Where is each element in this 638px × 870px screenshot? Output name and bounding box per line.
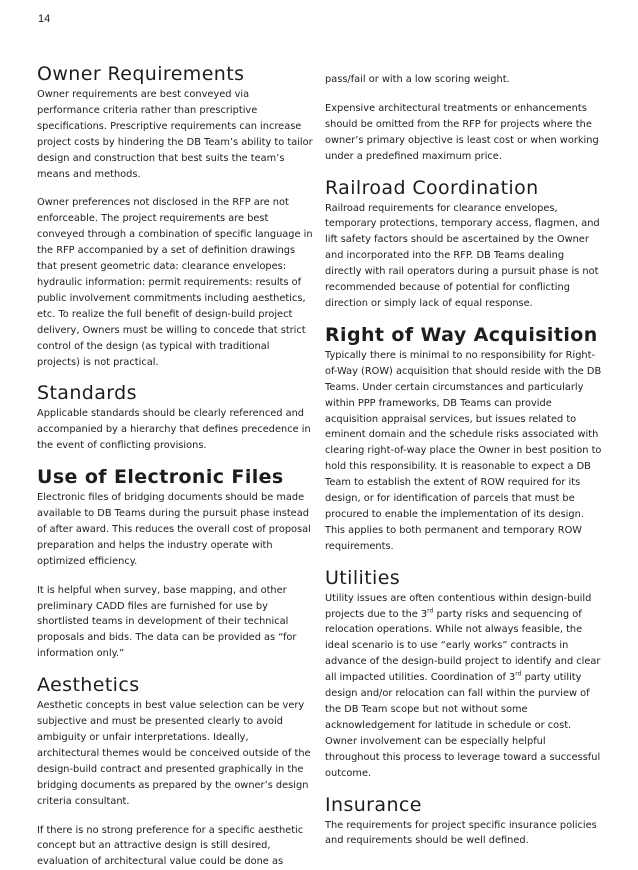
- standards-paragraph: Applicable standards should be clearly referenced and accompanied by a hierarchy that defines precedence in the event of conflicting provisions.: [37, 408, 311, 452]
- utilities-text-b: party risks and sequencing of relocation operations. While not always feasible, the ideal scenario is to use “early works” contracts in advance of the design-build project to identify and clear all impacted utilities. Coordination of 3: [325, 608, 601, 684]
- insurance-heading: Insurance: [325, 793, 422, 816]
- utilities-superscript-1: rd: [427, 607, 434, 615]
- aesthetics-paragraph-3: Expensive architectural treatments or enhancements should be omitted from the RFP for projects where the owner’s primary objective is least cost or when working under a predefined maximum price.: [325, 102, 599, 162]
- electronic-files-heading: Use of Electronic Files: [37, 466, 284, 489]
- standards-heading: Standards: [37, 382, 137, 405]
- owner-requirements-heading: Owner Requirements: [37, 63, 245, 85]
- aesthetics-paragraph-1: Aesthetic concepts in best value selection can be very subjective and must be presented clearly to avoid ambiguity or unfair interpretations. Ideally, architectural themes would be conceived outside of the design-build contract and presented graphically in the bridging documents as prepared by the owner’s design criteria consultant.: [37, 700, 311, 807]
- utilities-text-a: Utility issues are often contentious within design-build projects due to the 3: [325, 592, 592, 620]
- right-column: [325, 72, 602, 849]
- utilities-text-c: party utility design and/or relocation can fall within the purview of the DB Team scope but not without some acknowledgement for latitude in schedule or cost. Owner involvement can be especially helpful throughout this process to leverage toward a successful outcome.: [325, 672, 601, 779]
- owner-requirements-paragraph-2: Owner preferences not disclosed in the RFP are not enforceable. The project requirements are best conveyed through a combination of specific language in the RFP accompanied by a set of definition drawings that present geometric data: clearance envelopes: hydraulic information: permit requirements: results of public involvement commitments including aesthetics, etc. To realize the full benefit of design-build project delivery, Owners must be willing to concede that strict control of the design (as typical with traditional projects) is not practical.: [37, 197, 313, 368]
- electronic-files-paragraph-1: Electronic files of bridging documents should be made available to DB Teams during the pursuit phase instead of after award. This reduces the overall cost of proposal preparation and helps the industry operate with optimized efficiency.: [37, 492, 311, 567]
- page-number: 14: [38, 13, 51, 25]
- owner-requirements-paragraph-1: Owner requirements are best conveyed via performance criteria rather than prescriptive specifications. Prescriptive requirements can increase project costs by hindering the DB Team’s ability to tailor design and construction that best suits the team’s means and methods.: [37, 89, 313, 180]
- aesthetics-continued: pass/fail or with a low scoring weight.: [325, 74, 510, 85]
- utilities-superscript-2: rd: [515, 670, 522, 678]
- left-column: [37, 62, 313, 870]
- utilities-heading: Utilities: [325, 566, 401, 589]
- railroad-heading: Railroad Coordination: [325, 176, 539, 199]
- right-of-way-heading: Right of Way Acquisition: [325, 323, 598, 346]
- aesthetics-paragraph-2: If there is no strong preference for a specific aesthetic concept but an attractive design is still desired, evaluation of architectural value could be done as: [37, 824, 304, 868]
- railroad-paragraph: Railroad requirements for clearance envelopes, temporary protections, temporary access, flagmen, and lift safety factors should be ascertained by the Owner and incorporated into the RFP. DB Teams dealing directly with rail operators during a pursuit phase is not recommended because of potential for conflicting direction or simply lack of equal response.: [325, 202, 600, 309]
- right-of-way-paragraph: Typically there is minimal to no responsibility for Right-of-Way (ROW) acquisition that should reside with the DB Teams. Under certain circumstances and particularly within PPP frameworks, DB Teams can provide acquisition appraisal services, but issues related to eminent domain and the schedule risks associated with clearing right-of-way place the Owner in best position to hold this responsibility. It is reasonable to expect a DB Team to establish the extent of ROW required for its design, or for identification of parcels that must be procured to enable the implementation of its design. This applies to both permanent and temporary ROW requirements.: [325, 349, 602, 552]
- aesthetics-heading: Aesthetics: [37, 674, 140, 697]
- electronic-files-paragraph-2: It is helpful when survey, base mapping, and other preliminary CADD files are furnished for use by shortlisted teams in development of their technical proposals and bids. The data can be provided as “for information only.”: [37, 584, 297, 660]
- utilities-paragraph: [325, 591, 602, 782]
- insurance-paragraph: The requirements for project specific insurance policies and requirements should be well defined.: [325, 819, 597, 847]
